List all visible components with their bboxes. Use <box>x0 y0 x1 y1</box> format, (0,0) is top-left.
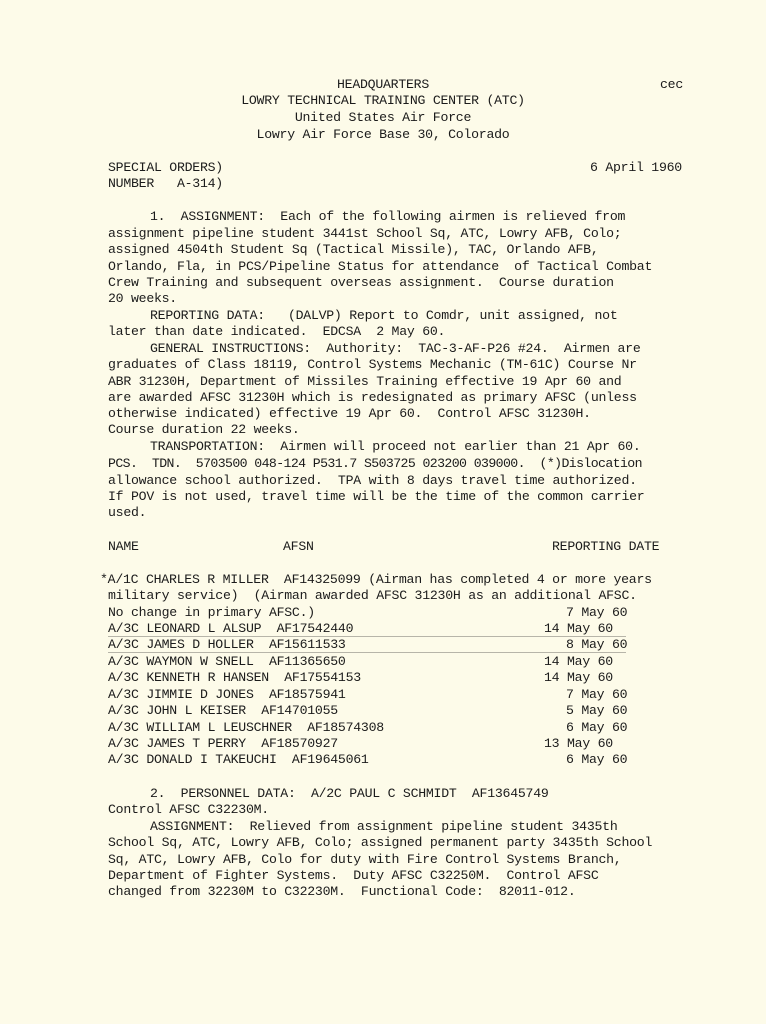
p1-line: Orlando, Fla, in PCS/Pipeline Status for attendance of Tactical Combat <box>108 259 653 274</box>
p1-line: PCS. TDN. 5703500 048-124 P531.7 S503725 023200 039000. (*)Dislocation <box>108 456 642 471</box>
p1-line: Course duration 22 weeks. <box>108 422 300 437</box>
column-header-reporting-date: REPORTING DATE <box>552 539 660 554</box>
pencil-underline <box>108 652 626 653</box>
special-orders-number: NUMBER A-314) <box>108 176 223 191</box>
entry-date: 7 May 60 <box>566 605 628 620</box>
table-row: A/3C LEONARD L ALSUP AF17542440 <box>108 621 354 636</box>
table-row-date: 8 May 60 <box>566 637 628 652</box>
header-headquarters: HEADQUARTERS <box>337 77 429 92</box>
table-row: A/3C JIMMIE D JONES AF18575941 <box>108 687 346 702</box>
p2-line: ASSIGNMENT: Relieved from assignment pipeline student 3435th <box>150 819 618 834</box>
table-row-date: 13 May 60 <box>544 736 613 751</box>
orders-date: 6 April 1960 <box>590 160 682 175</box>
p1-line: TRANSPORTATION: Airmen will proceed not earlier than 21 Apr 60. <box>150 439 641 454</box>
p2-line: Sq, ATC, Lowry AFB, Colo for duty with Fire Control Systems Branch, <box>108 852 622 867</box>
p1-line: allowance school authorized. TPA with 8 days travel time authorized. <box>108 473 637 488</box>
p1-line: graduates of Class 18119, Control Systems Mechanic (TM-61C) Course Nr <box>108 357 637 372</box>
p2-line: Department of Fighter Systems. Duty AFSC C32250M. Control AFSC <box>108 868 599 883</box>
column-header-name: NAME <box>108 539 139 554</box>
table-row-date: 5 May 60 <box>566 703 628 718</box>
table-row: A/3C JAMES T PERRY AF18570927 <box>108 736 338 751</box>
column-header-afsn: AFSN <box>283 539 314 554</box>
p2-line: 2. PERSONNEL DATA: A/2C PAUL C SCHMIDT AF13645749 <box>150 786 549 801</box>
p1-line: ABR 31230H, Department of Missiles Training effective 19 Apr 60 and <box>108 374 622 389</box>
p1-line: If POV is not used, travel time will be the time of the common carrier <box>108 489 645 504</box>
p1-line: assignment pipeline student 3441st School Sq, ATC, Lowry AFB, Colo; <box>108 226 622 241</box>
header-air-force: United States Air Force <box>294 110 472 125</box>
header-base: Lowry Air Force Base 30, Colorado <box>256 127 510 142</box>
table-row-date: 14 May 60 <box>544 621 613 636</box>
entry-line: *A/1C CHARLES R MILLER AF14325099 (Airman has completed 4 or more years <box>100 572 652 587</box>
header-initials: cec <box>660 77 683 92</box>
table-row: A/3C KENNETH R HANSEN AF17554153 <box>108 670 361 685</box>
table-row-date: 7 May 60 <box>566 687 628 702</box>
entry-line: No change in primary AFSC.) <box>108 605 315 620</box>
p1-line: GENERAL INSTRUCTIONS: Authority: TAC-3-AF-P26 #24. Airmen are <box>150 341 641 356</box>
p1-line: used. <box>108 505 147 520</box>
table-row: A/3C DONALD I TAKEUCHI AF19645061 <box>108 752 369 767</box>
p1-line: later than date indicated. EDCSA 2 May 60. <box>108 324 446 339</box>
table-row-date: 6 May 60 <box>566 752 628 767</box>
table-row: A/3C WAYMON W SNELL AF11365650 <box>108 654 346 669</box>
header-center-name: LOWRY TECHNICAL TRAINING CENTER (ATC) <box>241 93 525 108</box>
p1-line: are awarded AFSC 31230H which is redesignated as primary AFSC (unless <box>108 390 637 405</box>
p2-line: Control AFSC C32230M. <box>108 802 269 817</box>
table-row-date: 14 May 60 <box>544 670 613 685</box>
p2-line: changed from 32230M to C32230M. Functional Code: 82011-012. <box>108 884 576 899</box>
special-orders-title: SPECIAL ORDERS) <box>108 160 223 175</box>
table-row-date: 6 May 60 <box>566 720 628 735</box>
p1-line: assigned 4504th Student Sq (Tactical Missile), TAC, Orlando AFB, <box>108 242 599 257</box>
p2-line: School Sq, ATC, Lowry AFB, Colo; assigned permanent party 3435th School <box>108 835 653 850</box>
pencil-underline <box>108 636 626 637</box>
table-row-date: 14 May 60 <box>544 654 613 669</box>
p1-line: REPORTING DATA: (DALVP) Report to Comdr, unit assigned, not <box>150 308 618 323</box>
entry-line: military service) (Airman awarded AFSC 31230H as an additional AFSC. <box>108 588 637 603</box>
table-row: A/3C JAMES D HOLLER AF15611533 <box>108 637 346 652</box>
p1-line: 20 weeks. <box>108 291 177 306</box>
p1-line: 1. ASSIGNMENT: Each of the following airmen is relieved from <box>150 209 626 224</box>
table-row: A/3C WILLIAM L LEUSCHNER AF18574308 <box>108 720 384 735</box>
p1-line: Crew Training and subsequent overseas assignment. Course duration <box>108 275 614 290</box>
table-row: A/3C JOHN L KEISER AF14701055 <box>108 703 338 718</box>
p1-line: otherwise indicated) effective 19 Apr 60. Control AFSC 31230H. <box>108 406 591 421</box>
